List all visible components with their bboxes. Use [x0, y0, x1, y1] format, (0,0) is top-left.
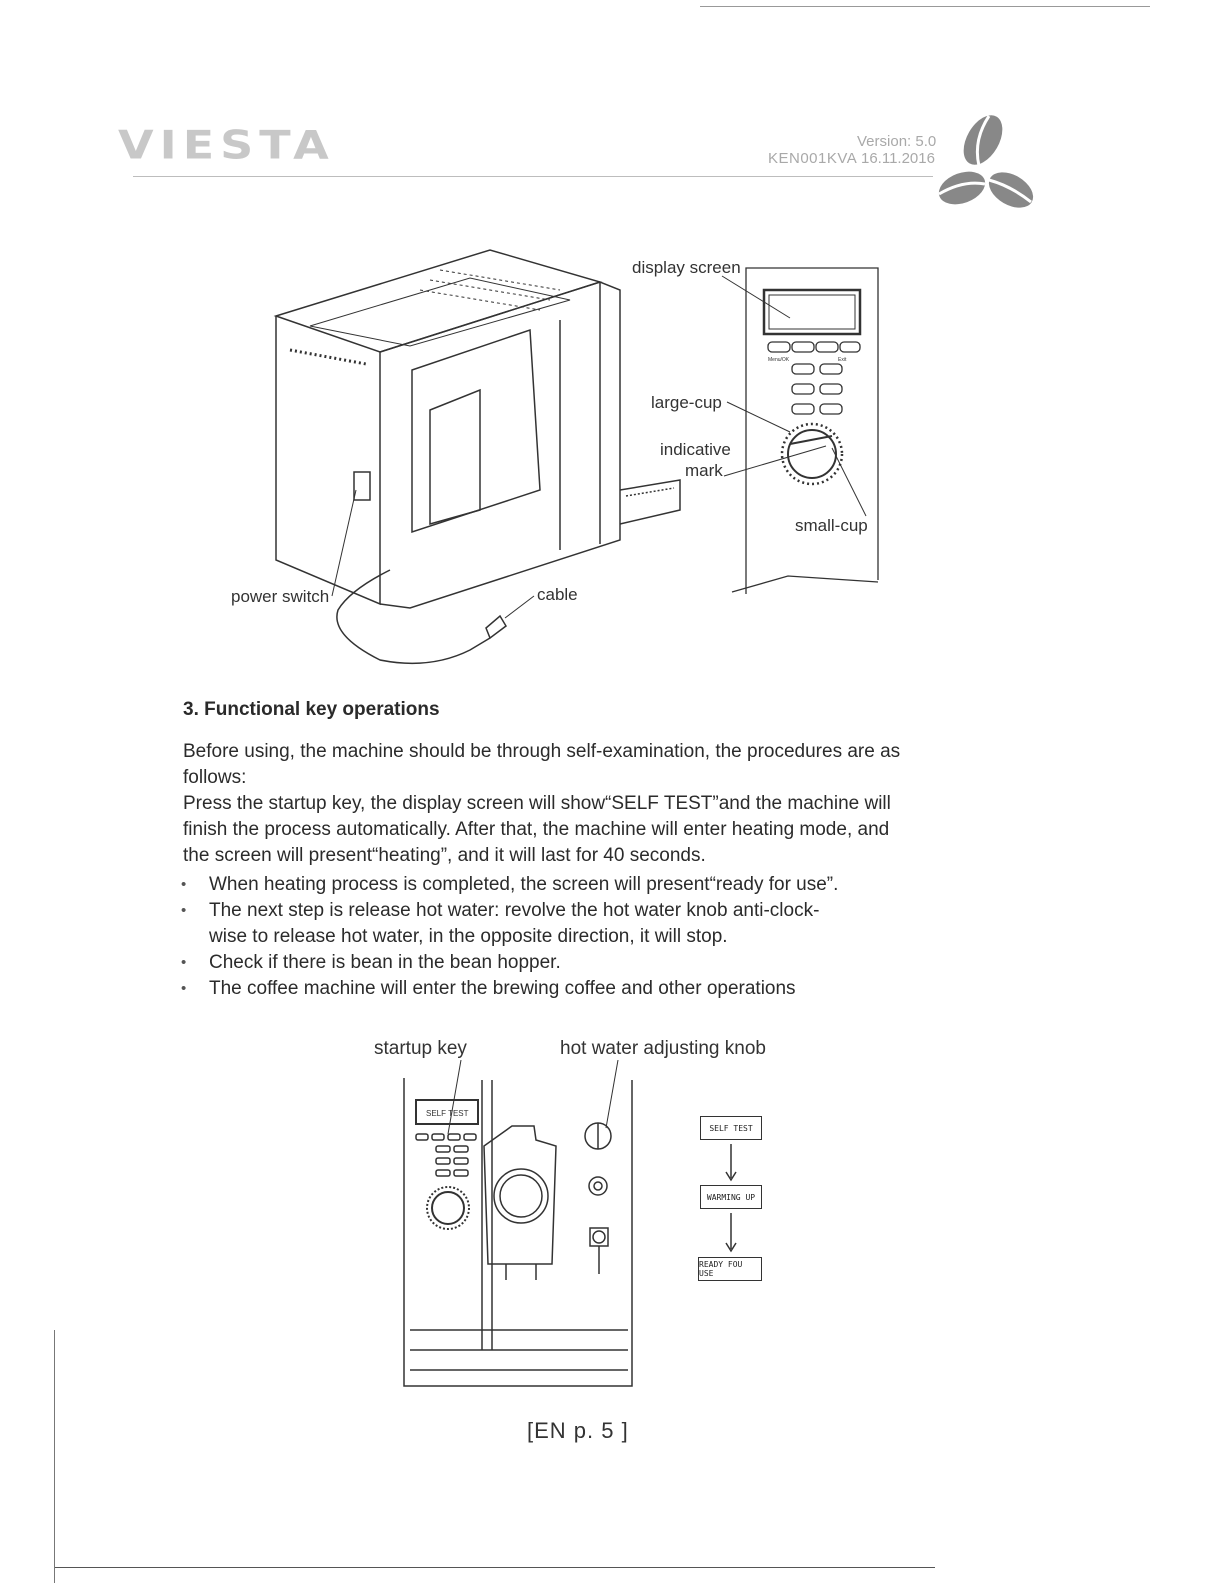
- exit-label: Exit: [838, 357, 847, 363]
- label-power-switch: power switch: [231, 587, 330, 606]
- bullet-dot: •: [181, 980, 187, 997]
- scan-edge-line: [54, 1330, 55, 1583]
- document-date: 16.11.2016: [861, 150, 935, 167]
- bullet-1: When heating process is completed, the screen will present“ready for use”.: [209, 874, 839, 895]
- machine-front-illustration: [400, 1060, 640, 1390]
- brand-logo: VIESTA: [118, 122, 335, 168]
- label-startup-key: startup key: [374, 1038, 467, 1059]
- intro-line-1: Before using, the machine should be through self-examination, the procedures are as: [183, 741, 901, 762]
- bullet-2: The next step is release hot water: revolve the hot water knob anti-clock-: [209, 900, 820, 921]
- label-mark: mark: [685, 461, 723, 480]
- label-hot-water-knob: hot water adjusting knob: [560, 1038, 766, 1059]
- bullet-4: The coffee machine will enter the brewing coffee and other operations: [209, 978, 796, 999]
- intro-line-4: finish the process automatically. After that, the machine will enter heating mode, and: [183, 819, 890, 840]
- control-panel-illustration: [728, 264, 888, 594]
- label-cable: cable: [537, 585, 578, 604]
- section-title: 3. Functional key operations: [183, 699, 440, 720]
- bullet-2-continued: wise to release hot water, in the opposite direction, it will stop.: [209, 926, 728, 947]
- menu-ok-label: Menu/OK: [768, 357, 790, 363]
- bullet-dot: •: [181, 954, 187, 971]
- bullet-3: Check if there is bean in the bean hopper.: [209, 952, 561, 973]
- version-label: Version: 5.0: [857, 133, 937, 150]
- bullet-dot: •: [181, 902, 187, 919]
- bullet-dot: •: [181, 876, 187, 893]
- status-self-test: SELF TEST: [700, 1116, 762, 1140]
- arrow-down-icon: [724, 1213, 738, 1253]
- intro-line-5: the screen will present“heating”, and it will last for 40 seconds.: [183, 845, 706, 866]
- leader-lines: [0, 0, 1220, 700]
- arrow-down-icon: [724, 1144, 738, 1182]
- label-large-cup: large-cup: [651, 393, 722, 412]
- intro-line-2: follows:: [183, 767, 247, 788]
- intro-line-3: Press the startup key, the display screen will show“SELF TEST”and the machine will: [183, 793, 891, 814]
- label-small-cup: small-cup: [795, 516, 868, 535]
- label-indicative: indicative: [660, 440, 731, 459]
- document-code: KEN001KVA: [768, 150, 858, 167]
- page-number: [EN p. 5 ]: [527, 1418, 629, 1443]
- machine-display-text: SELF TEST: [426, 1109, 469, 1118]
- bottom-rule: [55, 1567, 935, 1568]
- status-ready-for-use: READY FOU USE: [698, 1257, 762, 1281]
- status-warming-up: WARMING UP: [700, 1185, 762, 1209]
- label-display-screen: display screen: [632, 258, 741, 277]
